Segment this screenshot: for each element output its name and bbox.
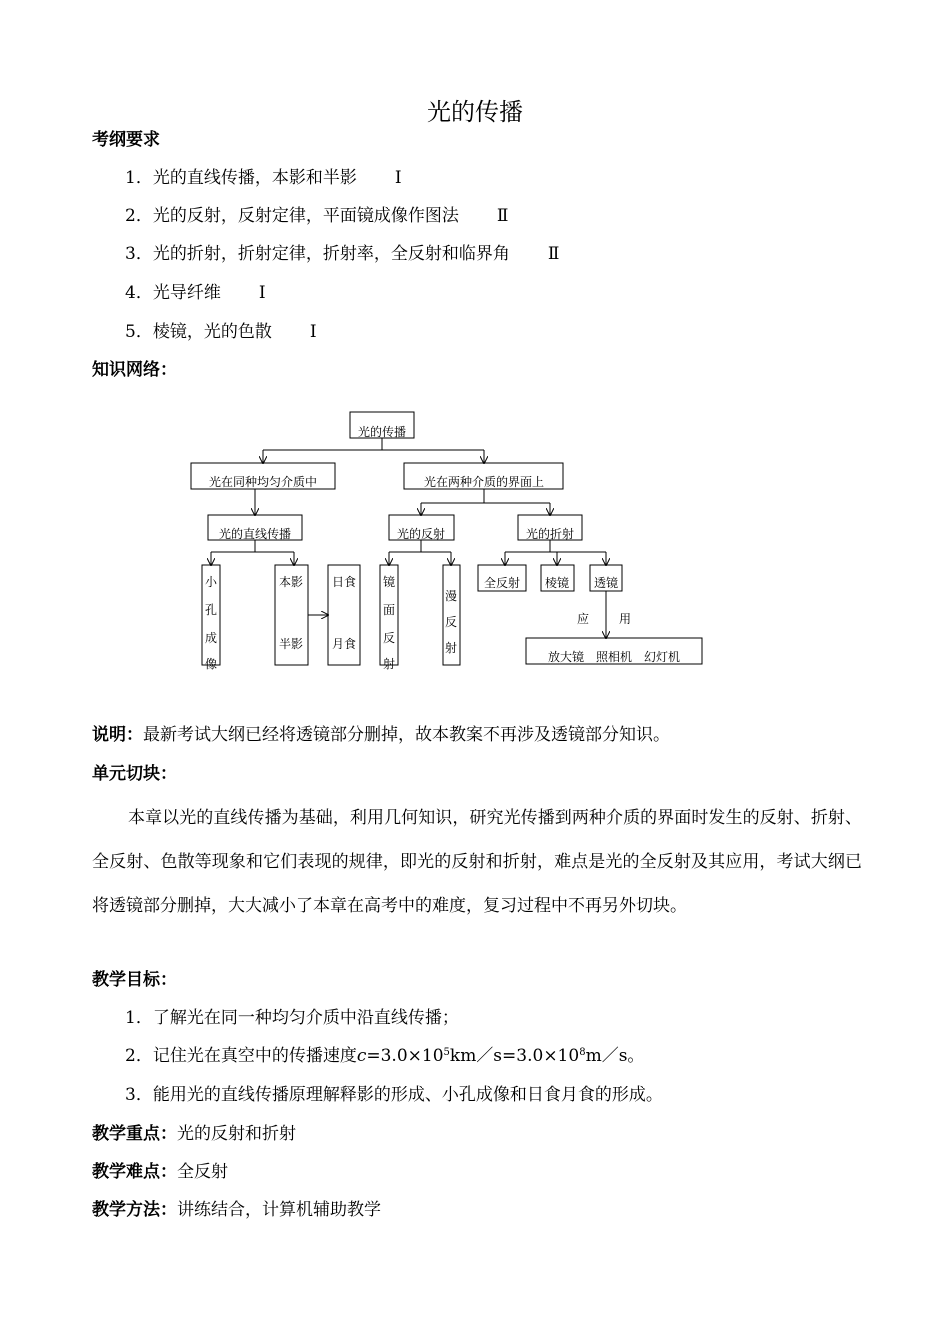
note-text: 最新考试大纲已经将透镜部分删掉，故本教案不再涉及透镜部分知识。 (143, 725, 670, 745)
node-pinhole-char: 小 (204, 575, 218, 589)
syllabus-item-level: Ⅱ (547, 244, 560, 264)
unit-paragraph: 本章以光的直线传播为基础，利用几何知识，研究光传播到两种介质的界面时发生的反射、折射、全反射、色散等现象和它们表现的规律，即光的反射和折射，难点是光的全反射及其应用，考试大纲已将透镜部分删掉，大大减小了本章在高考中的难度，复习过程中不再另外切块。 (92, 808, 862, 916)
speed-variable: c (356, 1046, 367, 1066)
node-rectilinear: 光的直线传播 (218, 527, 292, 541)
syllabus-item-1 (125, 166, 402, 190)
objective-item-1: 1．了解光在同一种均匀介质中沿直线传播； (125, 1008, 459, 1028)
speed-value-1: =3.0×10 (366, 1046, 444, 1066)
objective-item-2-prefix: 2．记住光在真空中的传播速度 (125, 1046, 357, 1066)
node-interface: 光在两种介质的界面上 (423, 475, 545, 489)
focus-text: 光的反射和折射 (177, 1124, 296, 1144)
node-applications: 放大镜 照相机 幻灯机 (547, 650, 681, 664)
speed-exponent-2: 8 (579, 1047, 586, 1058)
speed-unit-2: m／s。 (585, 1046, 645, 1066)
node-mirror-char: 面 (382, 603, 396, 617)
objective-item-3: 3．能用光的直线传播原理解释影的形成、小孔成像和日食月食的形成。 (125, 1085, 663, 1105)
node-uniform-medium: 光在同种均匀介质中 (208, 475, 318, 489)
speed-exponent-1: 5 (443, 1047, 450, 1058)
syllabus-item-3 (125, 242, 559, 266)
node-umbra: 本影 (278, 575, 304, 589)
node-mirror-char: 射 (382, 657, 396, 671)
node-total-reflection: 全反射 (483, 576, 521, 590)
objective-item-2 (125, 1044, 644, 1068)
node-diffuse-char: 漫 (444, 589, 458, 603)
objectives-heading: 教学目标： (92, 970, 177, 990)
syllabus-item-level: Ⅰ (309, 322, 317, 342)
syllabus-item-level: Ⅱ (496, 206, 509, 226)
node-prism: 棱镜 (544, 576, 570, 590)
node-pinhole-char: 像 (204, 657, 218, 671)
syllabus-item-5 (125, 320, 317, 344)
syllabus-item-text: 5．棱镜，光的色散 (125, 322, 272, 342)
syllabus-heading: 考纲要求 (92, 130, 160, 150)
method-line (92, 1198, 381, 1222)
syllabus-item-4 (125, 281, 266, 305)
knowledge-network-diagram (0, 400, 950, 690)
node-mirror-char: 镜 (382, 575, 396, 589)
network-heading: 知识网络： (92, 360, 177, 380)
node-lens: 透镜 (593, 576, 619, 590)
syllabus-item-level: Ⅰ (258, 283, 266, 303)
focus-line (92, 1122, 296, 1146)
application-label-left: 应 (576, 612, 590, 626)
unit-heading: 单元切块： (92, 764, 177, 784)
node-reflection: 光的反射 (396, 527, 446, 541)
difficulty-label: 教学难点： (92, 1162, 177, 1182)
syllabus-item-2 (125, 204, 508, 228)
node-refraction: 光的折射 (525, 527, 575, 541)
syllabus-item-text: 2．光的反射，反射定律，平面镜成像作图法 (125, 206, 459, 226)
node-penumbra: 半影 (278, 637, 304, 651)
page-title: 光的传播 (427, 98, 523, 126)
node-pinhole-char: 成 (204, 631, 218, 645)
focus-label: 教学重点： (92, 1124, 177, 1144)
node-diffuse-char: 射 (444, 641, 458, 655)
node-mirror-char: 反 (382, 631, 396, 645)
note-label: 说明： (92, 725, 143, 745)
node-diffuse-char: 反 (444, 615, 458, 629)
method-label: 教学方法： (92, 1200, 177, 1220)
method-text: 讲练结合，计算机辅助教学 (177, 1200, 381, 1220)
speed-unit-1: km／s=3.0×10 (449, 1046, 580, 1066)
application-label-right: 用 (618, 612, 632, 626)
syllabus-item-text: 4．光导纤维 (125, 283, 221, 303)
note-line (92, 723, 670, 747)
syllabus-item-text: 3．光的折射，折射定律，折射率，全反射和临界角 (125, 244, 510, 264)
node-lunar-eclipse: 月食 (331, 637, 357, 651)
difficulty-text: 全反射 (177, 1162, 228, 1182)
difficulty-line (92, 1160, 228, 1184)
syllabus-item-text: 1．光的直线传播，本影和半影 (125, 168, 357, 188)
node-root: 光的传播 (357, 425, 407, 439)
node-pinhole-char: 孔 (204, 603, 218, 617)
syllabus-item-level: Ⅰ (394, 168, 402, 188)
node-solar-eclipse: 日食 (331, 575, 357, 589)
